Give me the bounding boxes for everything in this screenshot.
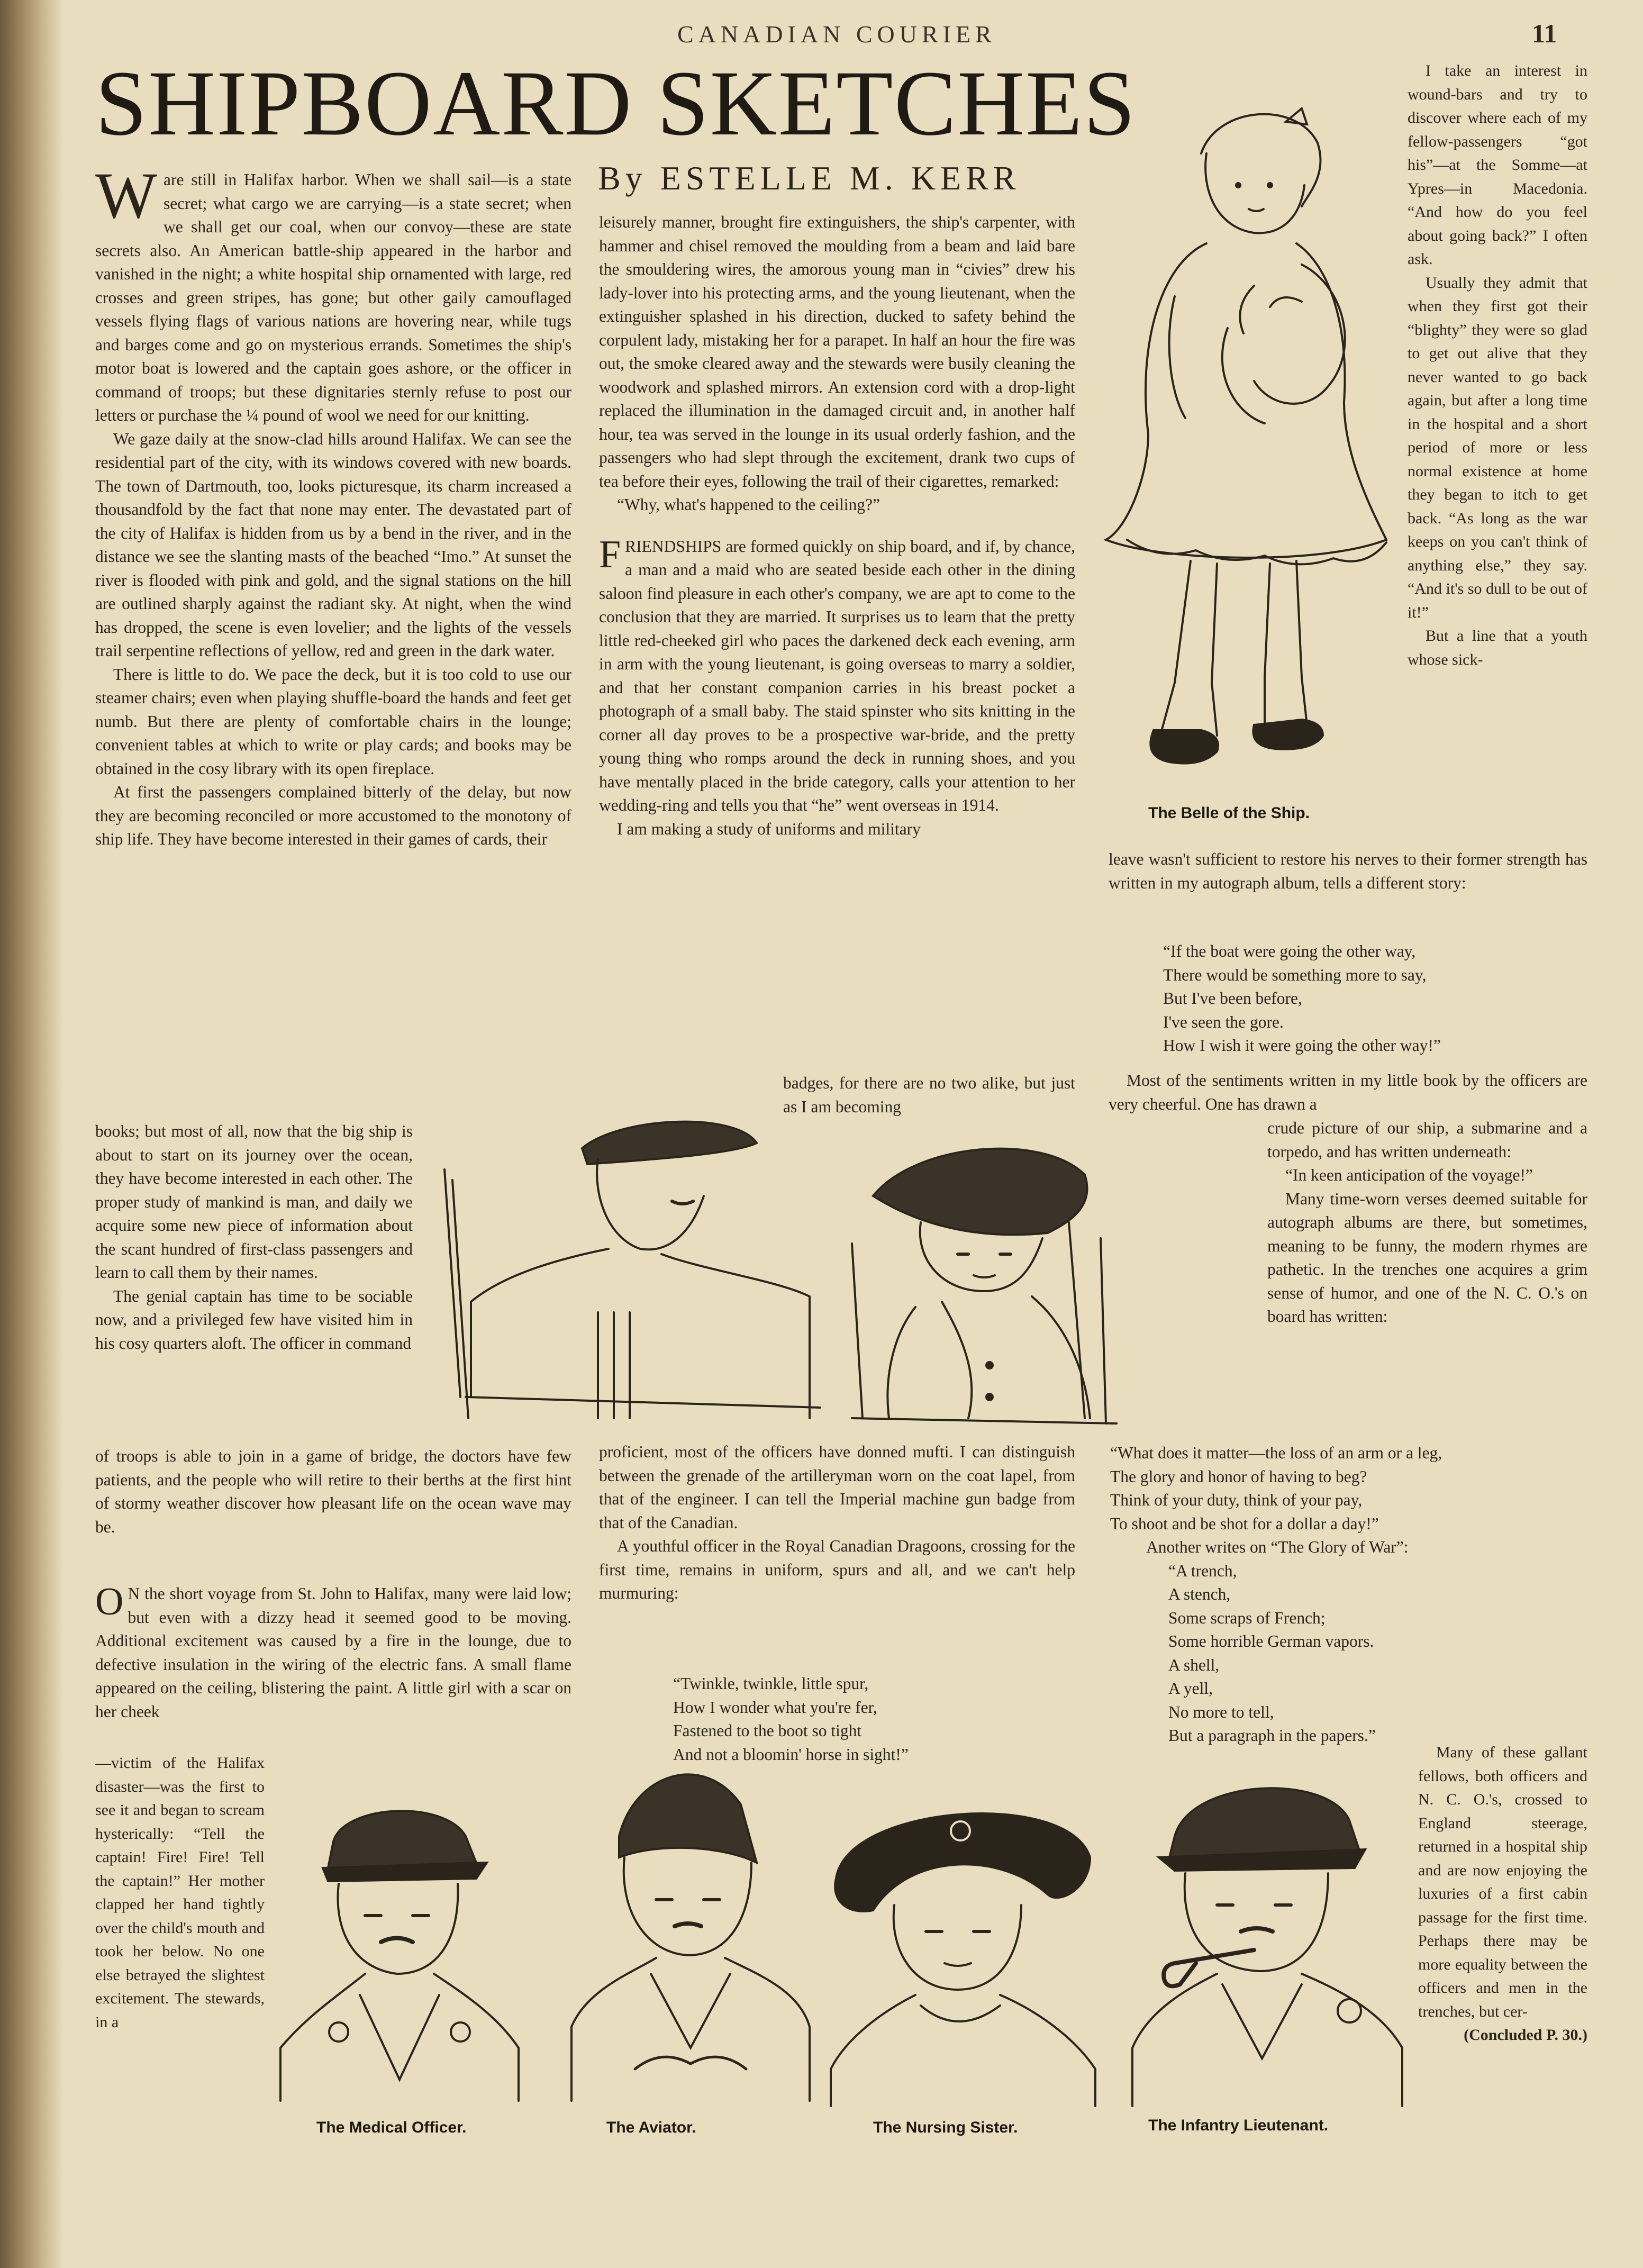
drop-cap-f: F (599, 532, 621, 576)
col2-paragraph-3a: I am making a study of uniforms and military (617, 819, 921, 838)
portrait-medical-officer (275, 1783, 524, 2111)
caption-infantry-lieutenant: The Infantry Lieutenant. (1148, 2117, 1329, 2134)
col2-bottom (599, 1440, 1075, 1605)
col2-paragraph-5: A youthful officer in the Royal Canadian Dragoons, crossing for the first time, remains in uniform, spurs and all, and we can't help murmuring: (599, 1537, 1075, 1602)
col1-fire-story-tail: —victim of the Halifax disaster—was the first to see it and began to scream hysterically: “Tell the captain! Fire! Fire! Tell the captain!” Her mother clapped her hand tightly over the child's mouth and took her below. No one else betrayed the slightest excitement. The stewards, in a (95, 1754, 265, 2031)
portrait-infantry-lieutenant (1127, 1762, 1413, 2111)
binding-gutter (0, 0, 63, 2268)
page-number: 11 (1532, 19, 1557, 48)
col1-paragraph-3: There is little to do. We pace the deck, but it is too cold to use our steamer chairs; even when playing shuffle-board the hands and feet get numb. But there are plenty of comfortable chairs in the lounge; convenient tables at which to write or play cards; and books may be obtained in the cosy library with its open fireplace. (95, 665, 571, 778)
col1-paragraph-5b: of troops is able to join in a game of bridge, the doctors have few patients, and the people who will retire to their berths at the first hint of stormy weather discover how pleasant life on the ocean wave may be. (95, 1447, 571, 1536)
col3-paragraph-7: Many of these gallant fellows, both officers and N. C. O.'s, crossed to England steerage, returned in a hospital ship and are now enjoying the luxuries of a first cabin passage for the first time. Perhaps there may be more equality between the officers and men in the trenches, but cer- (1418, 1744, 1587, 2020)
portrait-aviator (566, 1752, 815, 2111)
col3-paragraph-2: Usually they admit that when they first got their “blighty” they were so glad to get out alive that they never wanted to go back again, but after a long time in the hospital and a short period of more or less normal existence at home they began to itch to get back. “As long as the war keeps on you can't think of anything else,” they say. “And it's so dull to be out of it!” (1408, 274, 1587, 621)
autograph-verse-1: “If the boat were going the other way, There would be something more to say, But I've been before, I've seen the gore. How I wish it were going the other way!” (1163, 942, 1441, 1055)
col1-paragraph-4b: books; but most of all, now that the big ship is about to start on its journey over the ocean, they have become interested in each other. The proper study of mankind is man, and daily we acquire some new piece of information about the scant hundred of first-class passengers and learn to call them by their names. (95, 1122, 413, 1282)
col2-quote: “Why, what's happened to the ceiling?” (617, 495, 880, 514)
spur-verse: “Twinkle, twinkle, little spur, How I wonder what you're fer, Fastened to the boot so tight And not a bloomin' horse in sight!” (673, 1674, 909, 1764)
col1-wrap-a (95, 1120, 413, 1355)
col1-wrap-b (95, 1445, 571, 1539)
col1-paragraph-4a: At first the passengers complained bitterly of the delay, but now they are becoming reconciled or more accustomed to the monotony of ship life. They have become interested in their games of cards, their (95, 783, 571, 848)
belle-of-the-ship-illustration (1095, 74, 1408, 799)
intro-text: are still in Halifax harbor. When we shall sail—is a state secret; what cargo we are carrying—is a state secret; when we shall get our coal, when our convoy—these are state secrets also. An American battle-ship appeared in the harbor and vanished in the night; a white hospital ship ornamented with large, red crosses and green stripes, has gone; but other gaily camouflaged vessels flying flags of various nations are hovering near, while tugs and barges come and go on mysterious errands. Sometimes the ship's motor boat is lowered and the captain goes ashore, or the officer in command of troops; but these dignitaries sternly refuse to post our letters or purchase the ¼ pound of wool we need for our knitting. (95, 170, 571, 424)
continued-note: (Concluded P. 30.) (1464, 2026, 1587, 2044)
col3-closing (1418, 1741, 1587, 2047)
caption-medical-officer: The Medical Officer. (316, 2119, 467, 2136)
col3-paragraph-3a: But a line that a youth whose sick- (1408, 627, 1587, 668)
col3-ship-drawing: crude picture of our ship, a submarine and a torpedo, and has written underneath: “In keen anticipation of the voyage!” Many time-worn verses deemed suitable for autograph albums are there, but sometimes, meaning to be funny, the modern rhymes are pathetic. In the trenches one acquires a grim sense of humor, and one of the N. C. O.'s on board has written: (1267, 1117, 1587, 1329)
article-byline: By ESTELLE M. KERR (598, 159, 1021, 197)
belle-caption: The Belle of the Ship. (1148, 804, 1310, 822)
drop-cap-w: W (95, 159, 158, 232)
article-title: SHIPBOARD SKETCHES (95, 52, 1137, 155)
col3-paragraph-3b: leave wasn't sufficient to restore his nerves to their former strength has written in my autograph album, tells a different story: (1109, 850, 1587, 892)
caption-nursing-sister: The Nursing Sister. (873, 2119, 1018, 2136)
caption-aviator: The Aviator. (606, 2119, 696, 2136)
col2-wrap: badges, for there are no two alike, but just as I am becoming (783, 1074, 1075, 1116)
autograph-verse-2: “What does it matter—the loss of an arm or a leg, The glory and honor of having to beg? Think of your duty, think of your pay, To shoot and be shot for a dollar a day!” Another writes on “The Glory of War”: “A trench, A stench, Some scraps of French; Some horrible German vapors. A shell, A yell, No more to tell, But a paragraph in the papers.” (1110, 1444, 1442, 1745)
col3-narrow (1408, 59, 1587, 672)
col2-top (599, 211, 1075, 841)
col3-paragraph-4a: Most of the sentiments written in my little book by the officers are very cheerful. One has drawn a (1109, 1071, 1587, 1113)
col1-paragraph-5a: The genial captain has time to be sociable now, and a privileged few have visited him in his cosy quarters aloft. The officer in command (95, 1286, 413, 1353)
col1-paragraph-2: We gaze daily at the snow-clad hills around Halifax. We can see the residential part of the city, with its windows covered with new boards. The town of Dartmouth, too, looks picturesque, its charm increased a thousandfold by the fact that none may enter. The devastated part of the city of Halifax is hidden from us by a bend in the river, and in the distance we see the slanting masts of the beached “Imo.” At sunset the river is flooded with pink and gold, and the signal stations on the hill are outlined sharply against the radiant sky. At night, when the wind has dropped, the scene is even lovelier; and the lights of the vessels trail serpentine reflections of yellow, red and green in the dark water. (95, 429, 571, 660)
col3-paragraph-1: I take an interest in wound-bars and try to discover where each of my fellow-passengers “got his”—at the Somme—at Ypres—in Macedonia. “And how do you feel about going back?” I often ask. (1408, 62, 1587, 268)
col1-intro (95, 159, 571, 851)
col3-paragraph-5: Many time-worn verses deemed suitable for autograph albums are there, but sometimes, meaning to be funny, the modern rhymes are pathetic. In the trenches one acquires a grim sense of humor, and one of the N. C. O.'s on board has written: (1267, 1189, 1587, 1326)
couple-on-deck-illustration (439, 1101, 1243, 1434)
col2-paragraph-2: RIENDSHIPS are formed quickly on ship board, and if, by chance, a man and a maid who are seated beside each other in the dining saloon find pleasure in each other's company, we are apt to come to the conclusion that they are married. It surprises us to learn that the pretty little red-cheeked girl who paces the darkened deck each evening, arm in arm with the young lieutenant, is going overseas to marry a soldier, and that her constant companion carries in his breast pocket a photograph of a small baby. The staid spinster who sits knitting in the corner all day proves to be a prospective war-bride, and the pretty young thing who romps around the deck in running shoes, and you have mentally placed in the bride category, calls your attention to her wedding-ring and tells you that “he” went overseas in 1914. (599, 537, 1075, 814)
col3-wide (1109, 848, 1587, 895)
col2-paragraph-4: proficient, most of the officers have donned mufti. I can distinguish between the grenade of the artilleryman worn on the coat lapel, from that of the engineer. I can tell the Imperial machine gun badge from that of the Canadian. (599, 1443, 1075, 1532)
portrait-nursing-sister (825, 1773, 1101, 2111)
col2-paragraph-1: leisurely manner, brought fire extinguishers, the ship's carpenter, with hammer and chisel removed the moulding from a beam and laid bare the smouldering wires, the amorous young man in “civies” drew his lady-lover into his protecting arms, and the young lieutenant, when the extinguisher splashed in his direction, ducked to safety behind the corpulent lady, mistaking her for a parapet. In half an hour the fire was out, the smoke cleared away and the stewards were busily cleaning the woodwork and splashed mirrors. An extension cord with a drop-light replaced the illumination in the damaged circuit and, in another half hour, tea was served in the lounge in its usual orderly fashion, and the passengers who had slept through the excitement, drank two cups of tea before their eyes, following the trail of their cigarettes, remarked: (599, 213, 1075, 491)
running-header: CANADIAN COURIER (677, 21, 996, 48)
drop-cap-o: O (95, 1580, 124, 1623)
col1-fire-story: O N the short voyage from St. John to Halifax, many were laid low; but even with a dizzy head it seemed good to be moving. Additional excitement was caused by a fire in the lounge, due to defective insulation in the wiring of the electric fans. A small flame appeared on the ceiling, blistering the paint. A little girl with a scar on her cheek (95, 1580, 571, 1721)
